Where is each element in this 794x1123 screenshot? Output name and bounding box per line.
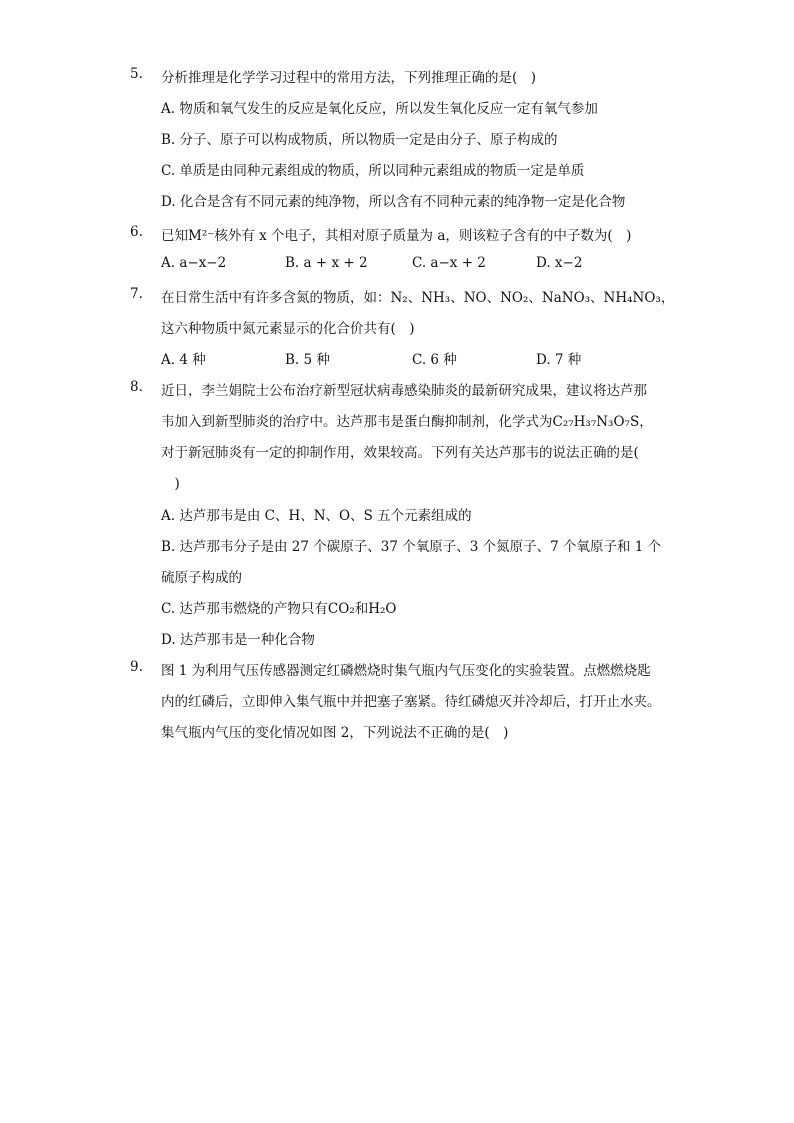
option-b: B. a + x + 2 [285, 255, 368, 271]
question-stem-line-2: 这六种物质中氮元素显示的化合价共有( ) [161, 321, 415, 337]
option-c: C. 达芦那韦燃烧的产物只有CO₂和H₂O [161, 601, 397, 617]
option-b-continued: 硫原子构成的 [161, 570, 242, 586]
question-stem-line-1: 近日，李兰娟院士公布治疗新型冠状病毒感染肺炎的最新研究成果，建议将达芦那 [161, 383, 647, 399]
question-number: 9. [130, 659, 143, 675]
option-c: C. a−x + 2 [412, 255, 486, 271]
option-c: C. 6 种 [412, 352, 457, 368]
question-stem: 分析推理是化学学习过程中的常用方法，下列推理正确的是( ) [161, 70, 537, 86]
option-a: A. 物质和氧气发生的反应是氧化反应，所以发生氧化反应一定有氧气参加 [161, 101, 598, 117]
question-stem-line-2: 内的红磷后，立即伸入集气瓶中并把塞子塞紧。待红磷熄灭并冷却后，打开止水夹。 [161, 694, 661, 710]
question-number: 5. [130, 66, 143, 82]
option-b: B. 5 种 [285, 352, 330, 368]
question-stem-line-1: 图 1 为利用气压传感器测定红磷燃烧时集气瓶内气压变化的实验装置。点燃燃烧匙 [161, 663, 651, 679]
option-a: A. 达芦那韦是由 C、H、N、O、S 五个元素组成的 [161, 508, 472, 524]
question-number: 8. [130, 379, 143, 395]
question-stem-line-4: ) [161, 476, 180, 492]
question-stem-line-3: 对于新冠肺炎有一定的抑制作用，效果较高。下列有关达芦那韦的说法正确的是( [161, 445, 639, 461]
option-d: D. 化合是含有不同元素的纯净物，所以含有不同种元素的纯净物一定是化合物 [161, 194, 626, 210]
option-d: D. 7 种 [536, 352, 582, 368]
option-d: D. 达芦那韦是一种化合物 [161, 632, 315, 648]
question-stem-line-3: 集气瓶内气压的变化情况如图 2，下列说法不正确的是( ) [161, 725, 509, 741]
option-d: D. x−2 [536, 255, 583, 271]
option-b: B. 达芦那韦分子是由 27 个碳原子、37 个氧原子、3 个氮原子、7 个氧原子和 1 个 [161, 539, 662, 555]
question-stem-line-2: 韦加入到新型肺炎的治疗中。达芦那韦是蛋白酶抑制剂，化学式为C₂₇H₃₇N₃O₇S， [161, 414, 653, 430]
question-stem: 已知M²⁻核外有 x 个电子，其相对原子质量为 a，则该粒子含有的中子数为( ) [161, 228, 632, 244]
option-b: B. 分子、原子可以构成物质，所以物质一定是由分子、原子构成的 [161, 132, 558, 148]
option-c: C. 单质是由同种元素组成的物质，所以同种元素组成的物质一定是单质 [161, 163, 585, 179]
option-a: A. a−x−2 [161, 255, 227, 271]
question-number: 6. [130, 224, 143, 240]
option-a: A. 4 种 [161, 352, 206, 368]
question-number: 7. [130, 286, 143, 302]
question-stem-line-1: 在日常生活中有许多含氮的物质，如：N₂、NH₃、NO、NO₂、NaNO₃、NH₄NO₃， [161, 290, 675, 306]
